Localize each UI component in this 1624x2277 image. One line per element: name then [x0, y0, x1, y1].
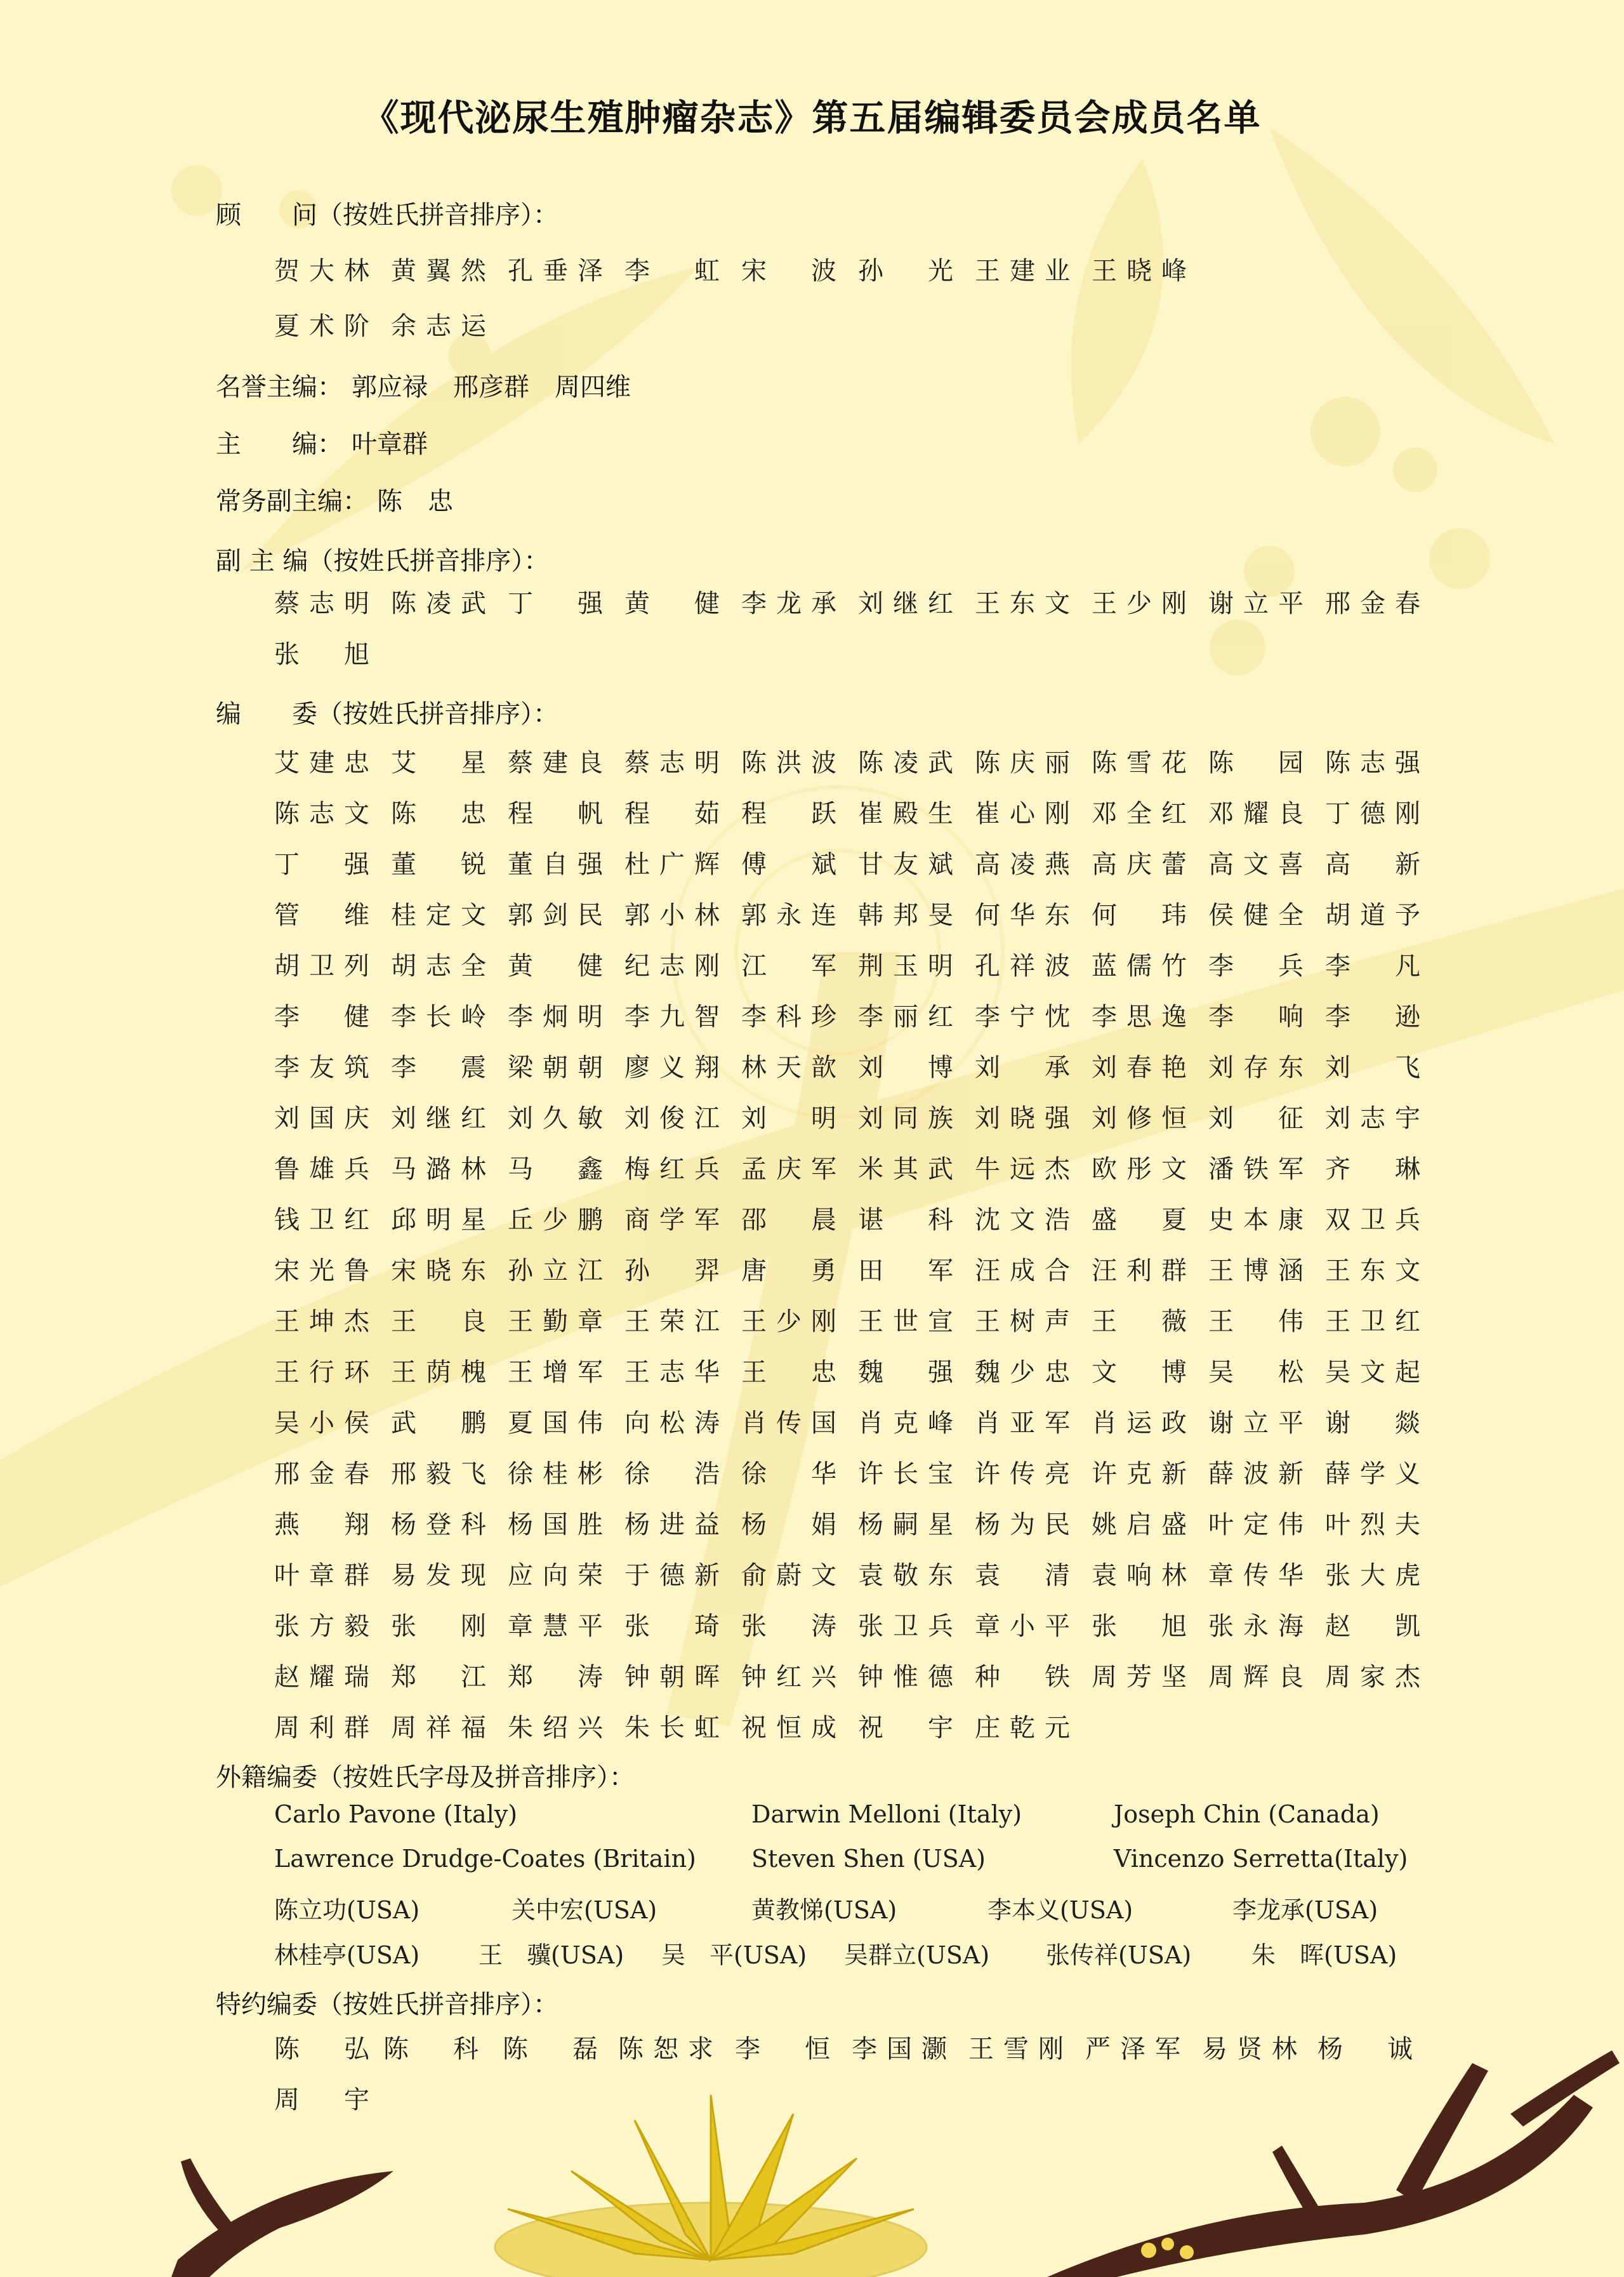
deputy-name: 黄 健 [624, 589, 720, 618]
board-member-name: 徐桂彬 [508, 1459, 603, 1489]
honorary-editor-row [216, 367, 631, 403]
foreign-member: 吴 平(USA) [661, 1941, 807, 1969]
board-member-name: 崔殿生 [858, 799, 953, 828]
board-member-name: 双卫兵 [1325, 1205, 1420, 1235]
board-member-name: 桂定文 [391, 901, 486, 930]
honorary-editor-names: 郭应禄 邢彦群 周四维 [352, 373, 631, 402]
board-member-name: 李丽红 [858, 1002, 953, 1032]
special-name: 严泽军 [1085, 2035, 1180, 2064]
deputy-name: 邢金春 [1325, 589, 1420, 618]
board-member-name: 何华东 [975, 901, 1070, 930]
board-member-name: 甘友斌 [858, 850, 953, 879]
board-member-name: 肖运政 [1092, 1409, 1187, 1438]
foreign-member: Joseph Chin (Canada) [1114, 1800, 1380, 1828]
board-member-name: 吴文起 [1325, 1358, 1420, 1387]
board-member-name: 刘俊江 [624, 1104, 720, 1133]
board-member-name: 袁 清 [975, 1561, 1070, 1590]
board-member-name: 杨登科 [391, 1510, 486, 1539]
board-member-name: 艾建忠 [274, 748, 369, 778]
board-member-name: 杨为民 [975, 1510, 1070, 1539]
board-member-name: 王荫槐 [391, 1358, 486, 1387]
board-member-name: 王博涵 [1208, 1256, 1304, 1285]
board-member-name: 崔心刚 [975, 799, 1070, 828]
board-member-name: 邢金春 [274, 1459, 369, 1489]
board-member-name: 钟惟德 [858, 1663, 953, 1692]
deputy-name: 谢立平 [1208, 589, 1304, 618]
special-name: 陈 科 [383, 2035, 479, 2064]
board-member-name: 章小平 [975, 1612, 1070, 1641]
board-member-name: 肖克峰 [858, 1409, 953, 1438]
board-member-name: 刘春艳 [1092, 1053, 1187, 1082]
board-member-name: 赵 凯 [1325, 1612, 1420, 1641]
board-member-name: 鲁雄兵 [274, 1155, 369, 1184]
board-member-name: 武 鹏 [391, 1409, 486, 1438]
board-member-name: 钟红兴 [741, 1663, 836, 1692]
board-member-name: 陈志强 [1325, 748, 1420, 778]
board-member-name: 程 跃 [741, 799, 836, 828]
special-label: 特约编委（按姓氏拼音排序）： [216, 1990, 558, 2019]
board-member-name: 宋光鲁 [274, 1256, 369, 1285]
board-member-name: 梅红兵 [624, 1155, 720, 1184]
board-member-name: 王 薇 [1092, 1307, 1187, 1336]
deputy-name: 王少刚 [1092, 589, 1187, 618]
board-member-name: 刘晓强 [975, 1104, 1070, 1133]
board-member-name: 李宁忱 [975, 1002, 1070, 1032]
special-heading [216, 1984, 558, 2021]
special-name: 周 宇 [274, 2085, 369, 2114]
board-member-name: 宋晓东 [391, 1256, 486, 1285]
board-member-name: 孙 羿 [624, 1256, 720, 1285]
board-member-name: 刘 征 [1208, 1104, 1304, 1133]
board-member-name: 高 新 [1325, 850, 1420, 879]
foreign-member: 王 骥(USA) [479, 1941, 624, 1969]
board-member-name: 张 旭 [1092, 1612, 1187, 1641]
board-member-name: 章慧平 [508, 1612, 603, 1641]
board-member-name: 吴 松 [1208, 1358, 1304, 1387]
board-member-name: 杨嗣星 [858, 1510, 953, 1539]
deputy-name: 李龙承 [741, 589, 836, 618]
board-member-name: 侯健全 [1208, 901, 1304, 930]
foreign-heading [216, 1757, 635, 1793]
board-member-name: 陈洪波 [741, 748, 836, 778]
board-member-name: 朱长虹 [624, 1713, 720, 1743]
board-member-name: 邓耀良 [1208, 799, 1304, 828]
board-member-name: 许长宝 [858, 1459, 953, 1489]
board-member-name: 邢毅飞 [391, 1459, 486, 1489]
board-member-name: 何 玮 [1092, 901, 1187, 930]
foreign-label: 外籍编委（按姓氏字母及拼音排序）： [216, 1763, 635, 1792]
board-member-name: 胡卫列 [274, 952, 369, 981]
board-member-name: 李科珍 [741, 1002, 836, 1032]
honorary-editor-label: 名誉主编： [216, 373, 343, 402]
board-member-name: 田 军 [858, 1256, 953, 1285]
board-member-name: 杨国胜 [508, 1510, 603, 1539]
editor-in-chief-label: 主 编： [216, 430, 343, 459]
board-member-name: 汪成合 [975, 1256, 1070, 1285]
board-member-name: 米其武 [858, 1155, 953, 1184]
board-member-name: 姚启盛 [1092, 1510, 1187, 1539]
board-member-name: 高庆蕾 [1092, 850, 1187, 879]
board-member-name: 刘国庆 [274, 1104, 369, 1133]
board-member-name: 朱绍兴 [508, 1713, 603, 1743]
advisor-name: 王晓峰 [1092, 256, 1187, 286]
editor-in-chief-names: 叶章群 [352, 430, 428, 459]
board-member-name: 袁响林 [1092, 1561, 1187, 1590]
board-member-name: 荆玉明 [858, 952, 953, 981]
special-name: 易贤林 [1202, 2035, 1297, 2064]
board-member-name: 俞蔚文 [741, 1561, 836, 1590]
board-member-name: 黄 健 [508, 952, 603, 981]
foreign-member: Steven Shen (USA) [751, 1845, 986, 1873]
board-member-name: 许传亮 [975, 1459, 1070, 1489]
board-member-name: 王志华 [624, 1358, 720, 1387]
board-member-name: 应向荣 [508, 1561, 603, 1590]
foreign-member: 林桂亭(USA) [274, 1941, 420, 1969]
board-member-name: 周辉良 [1208, 1663, 1304, 1692]
board-member-name: 张大虎 [1325, 1561, 1420, 1590]
special-name: 李 恒 [735, 2035, 830, 2064]
board-member-name: 易发现 [391, 1561, 486, 1590]
board-member-name: 李长岭 [391, 1002, 486, 1032]
foreign-member: Lawrence Drudge-Coates (Britain) [274, 1845, 696, 1873]
board-member-name: 李友筑 [274, 1053, 369, 1082]
board-member-name: 周芳坚 [1092, 1663, 1187, 1692]
board-member-name: 周家杰 [1325, 1663, 1420, 1692]
board-member-name: 孟庆军 [741, 1155, 836, 1184]
deputy-name: 蔡志明 [274, 589, 369, 618]
board-member-name: 王世宣 [858, 1307, 953, 1336]
board-member-name: 袁敬东 [858, 1561, 953, 1590]
special-name: 王雪刚 [968, 2035, 1064, 2064]
board-member-name: 董自强 [508, 850, 603, 879]
board-member-name: 纪志刚 [624, 952, 720, 981]
deputy-name: 陈凌武 [391, 589, 486, 618]
board-member-name: 刘 明 [741, 1104, 836, 1133]
board-member-name: 郭小林 [624, 901, 720, 930]
board-member-name: 蔡建良 [508, 748, 603, 778]
executive-deputy-names: 陈 忠 [377, 487, 453, 516]
deputy-editors-heading [216, 541, 549, 577]
board-member-name: 江 军 [741, 952, 836, 981]
board-member-name: 陈 园 [1208, 748, 1304, 778]
board-member-name: 郭剑民 [508, 901, 603, 930]
board-member-name: 史本康 [1208, 1205, 1304, 1235]
board-member-name: 陈志文 [274, 799, 369, 828]
board-member-name: 谢立平 [1208, 1409, 1304, 1438]
board-member-name: 张 刚 [391, 1612, 486, 1641]
board-member-name: 林天歆 [741, 1053, 836, 1082]
special-name: 杨 诚 [1317, 2035, 1413, 2064]
special-name: 陈 磊 [503, 2035, 598, 2064]
board-label: 编 委（按姓氏拼音排序）： [216, 700, 558, 729]
board-member-name: 张永海 [1208, 1612, 1304, 1641]
board-member-name: 张 琦 [624, 1612, 720, 1641]
foreign-member: 关中宏(USA) [512, 1896, 657, 1924]
special-name: 陈 弘 [274, 2035, 369, 2064]
board-member-name: 谢 燚 [1325, 1409, 1420, 1438]
board-member-name: 刘存东 [1208, 1053, 1304, 1082]
board-member-name: 夏国伟 [508, 1409, 603, 1438]
board-member-name: 李 兵 [1208, 952, 1304, 981]
board-member-name: 祝 宇 [858, 1713, 953, 1743]
board-member-name: 周祥福 [391, 1713, 486, 1743]
board-member-name: 高凌燕 [975, 850, 1070, 879]
board-member-name: 傅 斌 [741, 850, 836, 879]
board-member-name: 刘 承 [975, 1053, 1070, 1082]
board-member-name: 丁 强 [274, 850, 369, 879]
deputy-name: 刘继红 [858, 589, 953, 618]
special-name: 李国灏 [852, 2035, 947, 2064]
board-member-name: 梁朝朝 [508, 1053, 603, 1082]
board-member-name: 唐 勇 [741, 1256, 836, 1285]
advisor-name: 余志运 [391, 312, 486, 341]
board-member-name: 徐 浩 [624, 1459, 720, 1489]
board-member-name: 谌 科 [858, 1205, 953, 1235]
board-member-name: 燕 翔 [274, 1510, 369, 1539]
board-member-name: 王增军 [508, 1358, 603, 1387]
board-member-name: 王东文 [1325, 1256, 1420, 1285]
deputy-editors-label: 副 主 编（按姓氏拼音排序）： [216, 547, 550, 576]
editor-in-chief-row [216, 424, 428, 460]
executive-deputy-row [216, 481, 453, 517]
advisor-name: 王建业 [975, 256, 1070, 286]
advisor-name: 夏术阶 [274, 312, 369, 341]
board-member-name: 廖义翔 [624, 1053, 720, 1082]
board-member-name: 王行环 [274, 1358, 369, 1387]
board-member-name: 刘同族 [858, 1104, 953, 1133]
foreign-member: 黄教悌(USA) [751, 1896, 897, 1924]
deputy-name: 王东文 [975, 589, 1070, 618]
board-member-name: 郑 江 [391, 1663, 486, 1692]
board-member-name: 章传华 [1208, 1561, 1304, 1590]
board-member-name: 李 逊 [1325, 1002, 1420, 1032]
foreign-member: Vincenzo Serretta(Italy) [1114, 1845, 1408, 1873]
board-member-name: 文 博 [1092, 1358, 1187, 1387]
advisor-name: 贺大林 [274, 256, 369, 286]
board-member-name: 张卫兵 [858, 1612, 953, 1641]
board-member-name: 张方毅 [274, 1612, 369, 1641]
board-member-name: 汪利群 [1092, 1256, 1187, 1285]
foreign-member: 李本义(USA) [987, 1896, 1133, 1924]
advisor-name: 孙 光 [858, 256, 953, 286]
board-member-name: 管 维 [274, 901, 369, 930]
board-member-name: 商学军 [624, 1205, 720, 1235]
board-member-name: 李炯明 [508, 1002, 603, 1032]
board-member-name: 李 凡 [1325, 952, 1420, 981]
foreign-member: 李龙承(USA) [1232, 1896, 1378, 1924]
board-member-name: 叶定伟 [1208, 1510, 1304, 1539]
board-member-name: 薛学义 [1325, 1459, 1420, 1489]
board-member-name: 王树声 [975, 1307, 1070, 1336]
board-member-name: 蔡志明 [624, 748, 720, 778]
board-member-name: 肖亚军 [975, 1409, 1070, 1438]
board-member-name: 孔祥波 [975, 952, 1070, 981]
deputy-name: 丁 强 [508, 589, 603, 618]
board-member-name: 赵耀瑞 [274, 1663, 369, 1692]
board-member-name: 吴小侯 [274, 1409, 369, 1438]
board-member-name: 陈凌武 [858, 748, 953, 778]
foreign-member: Carlo Pavone (Italy) [274, 1800, 518, 1828]
board-member-name: 邵 晨 [741, 1205, 836, 1235]
board-member-name: 丘少鹏 [508, 1205, 603, 1235]
board-member-name: 王少刚 [741, 1307, 836, 1336]
board-member-name: 王 良 [391, 1307, 486, 1336]
board-member-name: 陈 忠 [391, 799, 486, 828]
board-member-name: 陈雪花 [1092, 748, 1187, 778]
page-title: 《现代泌尿生殖肿瘤杂志》第五届编辑委员会成员名单 [362, 97, 1262, 139]
board-member-name: 韩邦旻 [858, 901, 953, 930]
foreign-member: 吴群立(USA) [844, 1941, 990, 1969]
board-member-name: 徐 华 [741, 1459, 836, 1489]
board-member-name: 盛 夏 [1092, 1205, 1187, 1235]
board-member-name: 魏少忠 [975, 1358, 1070, 1387]
board-member-name: 马 鑫 [508, 1155, 603, 1184]
board-member-name: 程 茹 [624, 799, 720, 828]
board-member-name: 孙立江 [508, 1256, 603, 1285]
advisor-name: 黄翼然 [391, 256, 486, 286]
board-member-name: 钱卫红 [274, 1205, 369, 1235]
board-member-name: 薛波新 [1208, 1459, 1304, 1489]
board-member-name: 蓝儒竹 [1092, 952, 1187, 981]
board-member-name: 沈文浩 [975, 1205, 1070, 1235]
board-member-name: 陈庆丽 [975, 748, 1070, 778]
board-member-name: 欧彤文 [1092, 1155, 1187, 1184]
board-member-name: 董 锐 [391, 850, 486, 879]
board-member-name: 李思逸 [1092, 1002, 1187, 1032]
advisor-name: 孔垂泽 [508, 256, 603, 286]
board-member-name: 刘修恒 [1092, 1104, 1187, 1133]
board-member-name: 李 震 [391, 1053, 486, 1082]
board-member-name: 李九智 [624, 1002, 720, 1032]
board-member-name: 潘铁军 [1208, 1155, 1304, 1184]
board-member-name: 齐 琳 [1325, 1155, 1420, 1184]
board-member-name: 牛远杰 [975, 1155, 1070, 1184]
board-member-name: 刘志宇 [1325, 1104, 1420, 1133]
board-member-name: 王卫红 [1325, 1307, 1420, 1336]
board-member-name: 于德新 [624, 1561, 720, 1590]
board-member-name: 钟朝晖 [624, 1663, 720, 1692]
board-member-name: 胡志全 [391, 952, 486, 981]
board-member-name: 王 伟 [1208, 1307, 1304, 1336]
executive-deputy-label: 常务副主编： [216, 487, 368, 516]
board-member-name: 刘继红 [391, 1104, 486, 1133]
board-member-name: 郑 涛 [508, 1663, 603, 1692]
board-member-name: 邓全红 [1092, 799, 1187, 828]
board-member-name: 庄乾元 [975, 1713, 1070, 1743]
board-member-name: 马潞林 [391, 1155, 486, 1184]
board-heading [216, 694, 558, 730]
board-member-name: 丁德刚 [1325, 799, 1420, 828]
board-member-name: 刘 博 [858, 1053, 953, 1082]
board-member-name: 祝恒成 [741, 1713, 836, 1743]
board-member-name: 杜广辉 [624, 850, 720, 879]
advisor-name: 宋 波 [741, 256, 836, 286]
board-member-name: 高文喜 [1208, 850, 1304, 879]
board-member-name: 艾 星 [391, 748, 486, 778]
board-member-name: 胡道予 [1325, 901, 1420, 930]
board-member-name: 肖传国 [741, 1409, 836, 1438]
board-member-name: 种 铁 [975, 1663, 1070, 1692]
board-member-name: 王勤章 [508, 1307, 603, 1336]
foreign-member: 陈立功(USA) [274, 1896, 420, 1924]
board-member-name: 魏 强 [858, 1358, 953, 1387]
board-member-name: 王 忠 [741, 1358, 836, 1387]
special-name: 陈恕求 [618, 2035, 713, 2064]
board-member-name: 杨 娟 [741, 1510, 836, 1539]
board-member-name: 李 响 [1208, 1002, 1304, 1032]
board-member-name: 刘久敏 [508, 1104, 603, 1133]
foreign-member: 朱 晖(USA) [1251, 1941, 1397, 1969]
advisor-name: 李 虹 [624, 256, 720, 286]
board-member-name: 周利群 [274, 1713, 369, 1743]
foreign-member: Darwin Melloni (Italy) [751, 1800, 1022, 1828]
board-member-name: 邱明星 [391, 1205, 486, 1235]
deputy-name: 张 旭 [274, 640, 369, 669]
advisors-label: 顾 问（按姓氏拼音排序）： [216, 201, 558, 230]
foreign-member: 张传祥(USA) [1046, 1941, 1192, 1969]
advisors-heading [216, 195, 558, 231]
board-member-name: 王荣江 [624, 1307, 720, 1336]
board-member-name: 王坤杰 [274, 1307, 369, 1336]
board-member-name: 郭永连 [741, 901, 836, 930]
board-member-name: 程 帆 [508, 799, 603, 828]
board-member-name: 张 涛 [741, 1612, 836, 1641]
board-member-name: 杨进益 [624, 1510, 720, 1539]
board-member-name: 刘 飞 [1325, 1053, 1420, 1082]
board-member-name: 许克新 [1092, 1459, 1187, 1489]
board-member-name: 李 健 [274, 1002, 369, 1032]
board-member-name: 向松涛 [624, 1409, 720, 1438]
board-member-name: 叶烈夫 [1325, 1510, 1420, 1539]
board-member-name: 叶章群 [274, 1561, 369, 1590]
